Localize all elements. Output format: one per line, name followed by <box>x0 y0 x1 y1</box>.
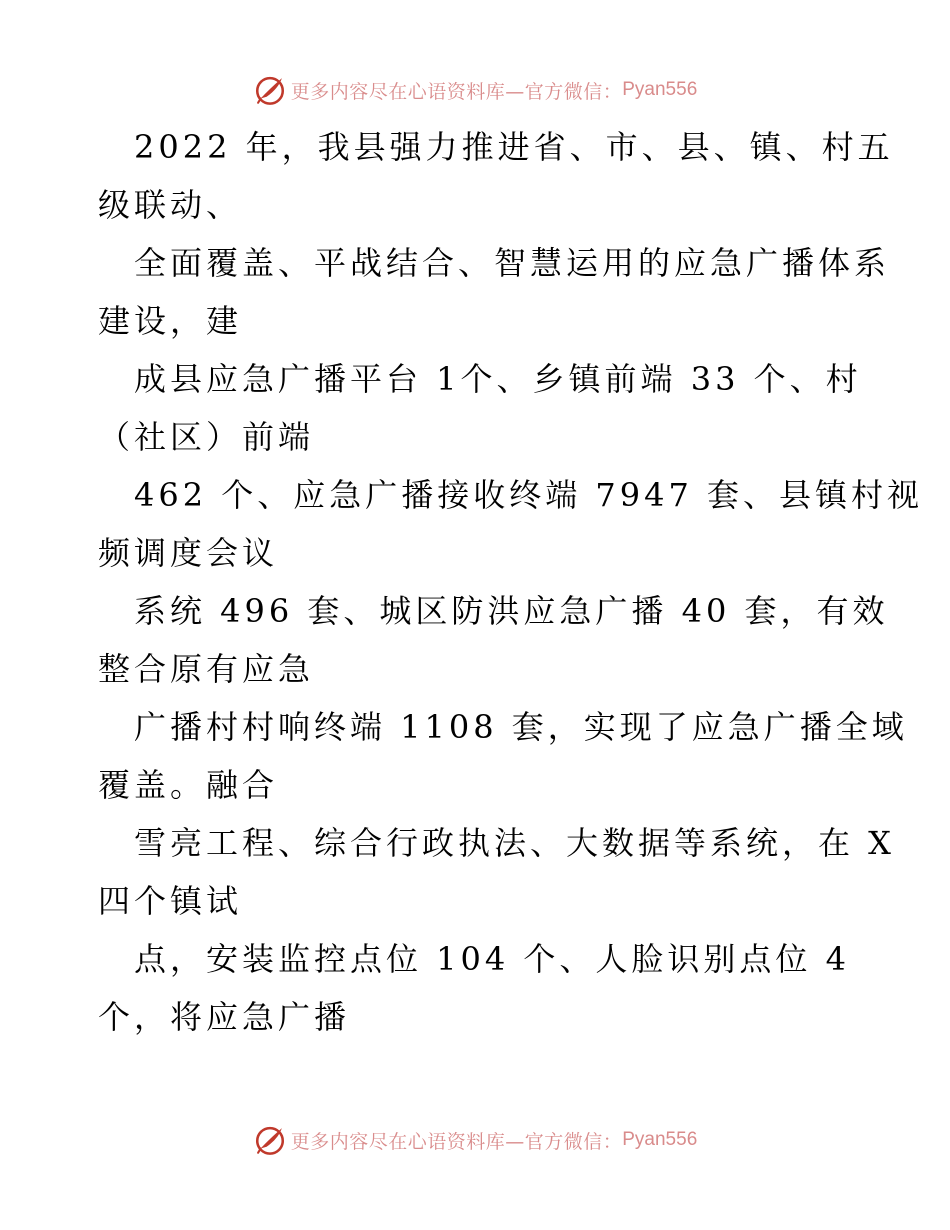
header-watermark <box>0 70 950 110</box>
watermark-contact: Pyan556 <box>622 1129 698 1150</box>
text-line: 广播村村响终端 1108 套，实现了应急广播全域 <box>134 708 908 746</box>
quill-logo-icon <box>253 73 287 107</box>
text-line: 点，安装监控点位 104 个、人脸识别点位 4 <box>134 940 850 978</box>
text-line: （社区）前端 <box>98 418 315 456</box>
watermark-text: 更多内容尽在心语资料库—官方微信： <box>290 1130 623 1153</box>
text-line: 全面覆盖、平战结合、智慧运用的应急广播体系 <box>134 244 891 282</box>
text-line: 整合原有应急 <box>98 650 315 688</box>
text-line: 四个镇试 <box>98 882 243 920</box>
watermark-contact: Pyan556 <box>622 79 698 100</box>
watermark-text: 更多内容尽在心语资料库—官方微信： <box>290 80 623 103</box>
text-line: 成县应急广播平台 1个、乡镇前端 33 个、村 <box>134 360 862 398</box>
text-line: 个，将应急广播 <box>98 998 351 1036</box>
text-line: 2022 年，我县强力推进省、市、县、镇、村五 <box>134 128 894 166</box>
quill-logo-icon <box>253 1123 287 1157</box>
text-line: 频调度会议 <box>98 534 279 572</box>
text-line: 系统 496 套、城区防洪应急广播 40 套，有效 <box>134 592 889 630</box>
text-line: 雪亮工程、综合行政执法、大数据等系统，在 X <box>134 824 895 862</box>
text-line: 建设，建 <box>98 302 243 340</box>
footer-watermark <box>0 1120 950 1160</box>
text-line: 462 个、应急广播接收终端 7947 套、县镇村视 <box>134 476 924 514</box>
document-body <box>98 118 924 1046</box>
text-line: 覆盖。融合 <box>98 766 279 804</box>
text-line: 级联动、 <box>98 186 243 224</box>
